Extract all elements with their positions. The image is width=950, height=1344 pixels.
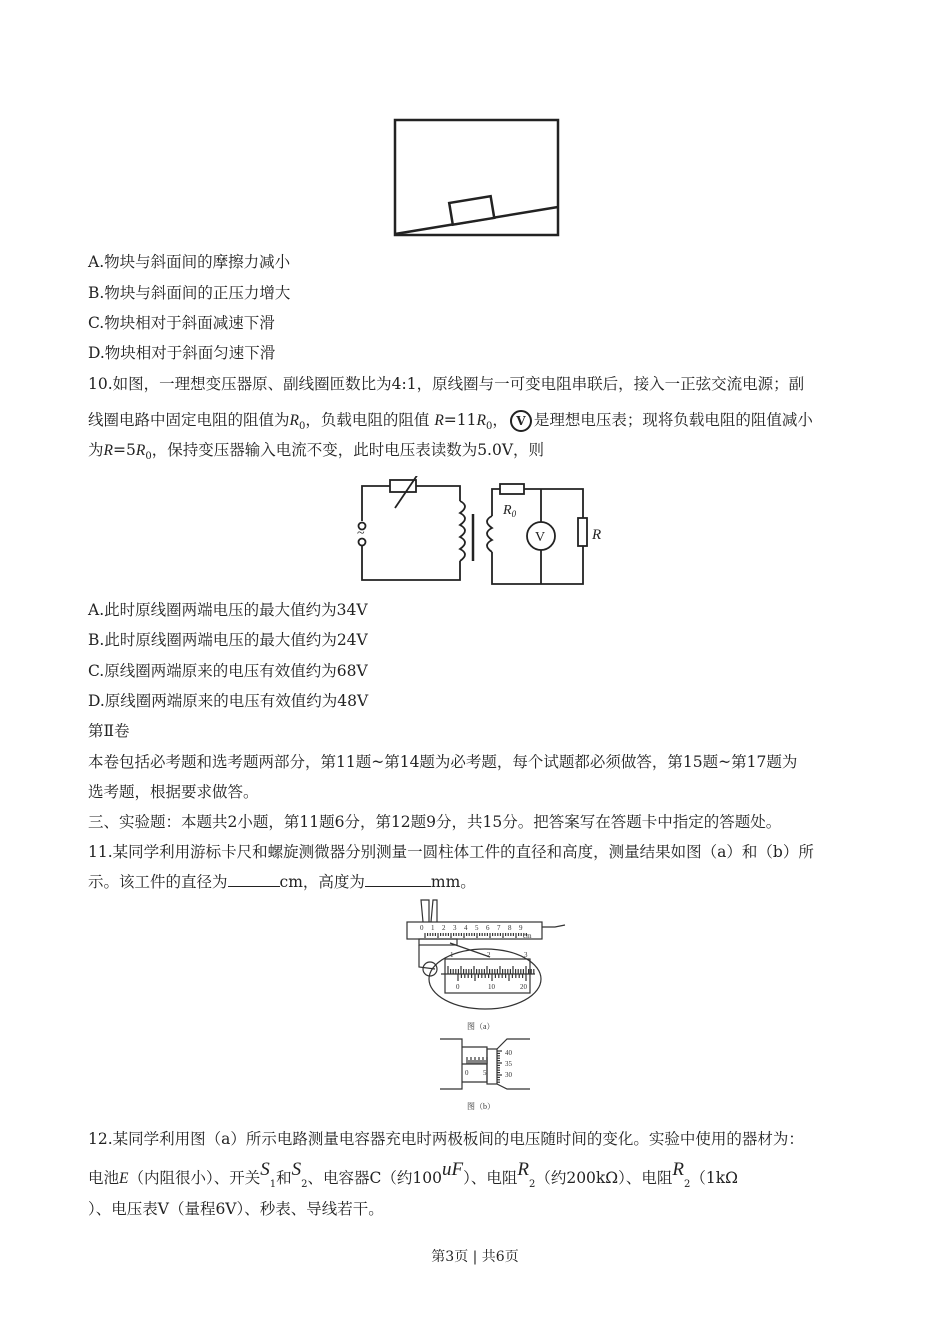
text: 是理想电压表；现将负载电阻的阻值减小 xyxy=(533,411,813,429)
main-scale-label: 1 xyxy=(431,924,435,932)
sub: 0 xyxy=(145,451,152,463)
text: mm。 xyxy=(430,873,476,891)
q9-option-b: B.物块与斜面间的正压力增大 xyxy=(88,284,291,302)
section3-heading: 三、实验题：本题共2小题，第11题6分，第12题9分，共15分。把答案写在答题卡中指定的答题处。 xyxy=(88,813,782,831)
main-scale-label: 9 xyxy=(519,924,523,932)
var: R xyxy=(672,1159,685,1180)
vernier-label: 10 xyxy=(488,983,495,991)
text: 电池 xyxy=(88,1169,120,1187)
main-scale-label: 0 xyxy=(420,924,424,932)
text: （约200kΩ）、电阻 xyxy=(535,1169,673,1187)
caliper-main-scale xyxy=(420,924,526,938)
q10-option-d: D.原线圈两端原来的电压有效值约为48V xyxy=(88,692,369,710)
r0: R xyxy=(503,503,512,518)
text: （1kΩ xyxy=(690,1169,739,1187)
sub: 2 xyxy=(528,1179,536,1191)
sleeve-label: 0 xyxy=(465,1069,469,1077)
main-scale-label: 2 xyxy=(442,924,446,932)
thimble-label: 30 xyxy=(505,1071,512,1079)
var: R xyxy=(517,1159,529,1180)
q12-line2 xyxy=(88,1159,739,1195)
text: 示。该工件的直径为 xyxy=(88,873,228,891)
var: uF xyxy=(441,1159,464,1180)
unit-label: cm xyxy=(523,932,532,940)
q10-option-a: A.此时原线圈两端电压的最大值约为34V xyxy=(88,601,368,619)
diameter-answer-blank[interactable] xyxy=(228,872,280,887)
text: ）、电阻 xyxy=(463,1169,518,1187)
q9-option-d: D.物块相对于斜面匀速下滑 xyxy=(88,344,276,362)
var: S xyxy=(260,1159,270,1180)
sub: 2 xyxy=(301,1179,308,1191)
thimble-label: 35 xyxy=(505,1060,512,1068)
page-footer: 第3页 | 共6页 xyxy=(431,1249,519,1265)
block xyxy=(449,196,494,225)
sub: 2 xyxy=(684,1179,691,1191)
r0-sub: 0 xyxy=(511,509,517,519)
main-scale-label: 4 xyxy=(464,924,468,932)
incline-figure xyxy=(390,115,565,240)
q9-option-a: A.物块与斜面间的摩擦力减小 xyxy=(88,253,291,271)
part2-title: 第Ⅱ卷 xyxy=(88,722,130,740)
text: ，保持变压器输入电流不变，此时电压表读数为5.0V，则 xyxy=(151,441,545,459)
text: 线圈电路中固定电阻的阻值为 xyxy=(88,411,290,429)
q10-option-b: B.此时原线圈两端电压的最大值约为24V xyxy=(88,631,368,649)
r0-label xyxy=(502,503,517,519)
q10-option-c: C.原线圈两端原来的电压有效值约为68V xyxy=(88,662,368,680)
q9-option-c: C.物块相对于斜面减速下滑 xyxy=(88,314,275,332)
zoom-main-label: 1 xyxy=(450,951,454,959)
var: R xyxy=(476,412,486,429)
q12-line1: 12.某同学利用图（a）所示电路测量电容器充电时两极板间的电压随时间的变化。实验中使用的器材为： xyxy=(88,1130,804,1148)
vernier-label: 0 xyxy=(456,983,460,991)
main-scale-label: 6 xyxy=(486,924,490,932)
height-answer-blank[interactable] xyxy=(365,872,431,887)
q10-line1: 10.如图，一理想变压器原、副线圈匝数比为4:1，原线圈与一可变电阻串联后，接入一正弦交流电源；副 xyxy=(88,375,805,393)
main-scale-label: 5 xyxy=(475,924,479,932)
q12-line3: ）、电压表V（量程6V）、秒表、导线若干。 xyxy=(88,1200,384,1218)
text: 、电容器C（约100 xyxy=(307,1169,442,1187)
text: ， xyxy=(492,411,508,429)
var: E xyxy=(119,1170,129,1187)
text: =11 xyxy=(443,411,477,429)
text: 为 xyxy=(88,441,104,459)
var: R xyxy=(135,442,146,459)
vernier-zoom-scale xyxy=(448,951,534,991)
thimble-label: 40 xyxy=(505,1049,512,1057)
q10-line3 xyxy=(88,440,544,467)
part2-intro: 本卷包括必考题和选考题两部分，第11题~第14题为必考题，每个试题都必须做答，第15题~第17题为 xyxy=(88,753,798,771)
part2-intro-cont: 选考题，根据要求做答。 xyxy=(88,783,259,801)
sub: 0 xyxy=(485,421,493,433)
var: S xyxy=(291,1159,302,1180)
voltmeter-icon: V xyxy=(510,410,532,432)
text: cm，高度为 xyxy=(279,873,365,891)
text: （内阻很小）、开关 xyxy=(128,1169,261,1187)
sub: 0 xyxy=(298,421,306,433)
zoom-main-label: 3 xyxy=(524,951,528,959)
voltmeter-label: V xyxy=(535,530,546,545)
text: ，负载电阻的阻值 xyxy=(305,411,430,429)
q11-line1: 11.某同学利用游标卡尺和螺旋测微器分别测量一圆柱体工件的直径和高度，测量结果如图（a）和（b）所 xyxy=(88,843,814,861)
q10-line2 xyxy=(88,410,813,437)
main-scale-label: 8 xyxy=(508,924,512,932)
text: =5 xyxy=(112,441,136,459)
r-label: R xyxy=(592,527,602,543)
var: R xyxy=(289,412,299,429)
main-scale-label: 3 xyxy=(453,924,457,932)
var: R xyxy=(103,442,113,459)
zoom-main-label: 2 xyxy=(487,951,491,959)
sleeve-label: 5 xyxy=(483,1069,487,1077)
fig-b-caption: 图（b） xyxy=(467,1102,495,1111)
q11-line2 xyxy=(88,872,476,892)
sub: 1 xyxy=(269,1179,277,1191)
transformer-circuit-figure xyxy=(350,476,610,586)
caliper-micrometer-figure xyxy=(395,897,570,1115)
source-label: ~ xyxy=(357,526,365,541)
text: 和 xyxy=(276,1169,292,1187)
micrometer-scale xyxy=(465,1049,513,1082)
main-scale-label: 7 xyxy=(497,924,501,932)
var: R xyxy=(434,412,444,429)
fig-a-caption: 图（a） xyxy=(467,1022,495,1031)
vernier-label: 20 xyxy=(520,983,527,991)
